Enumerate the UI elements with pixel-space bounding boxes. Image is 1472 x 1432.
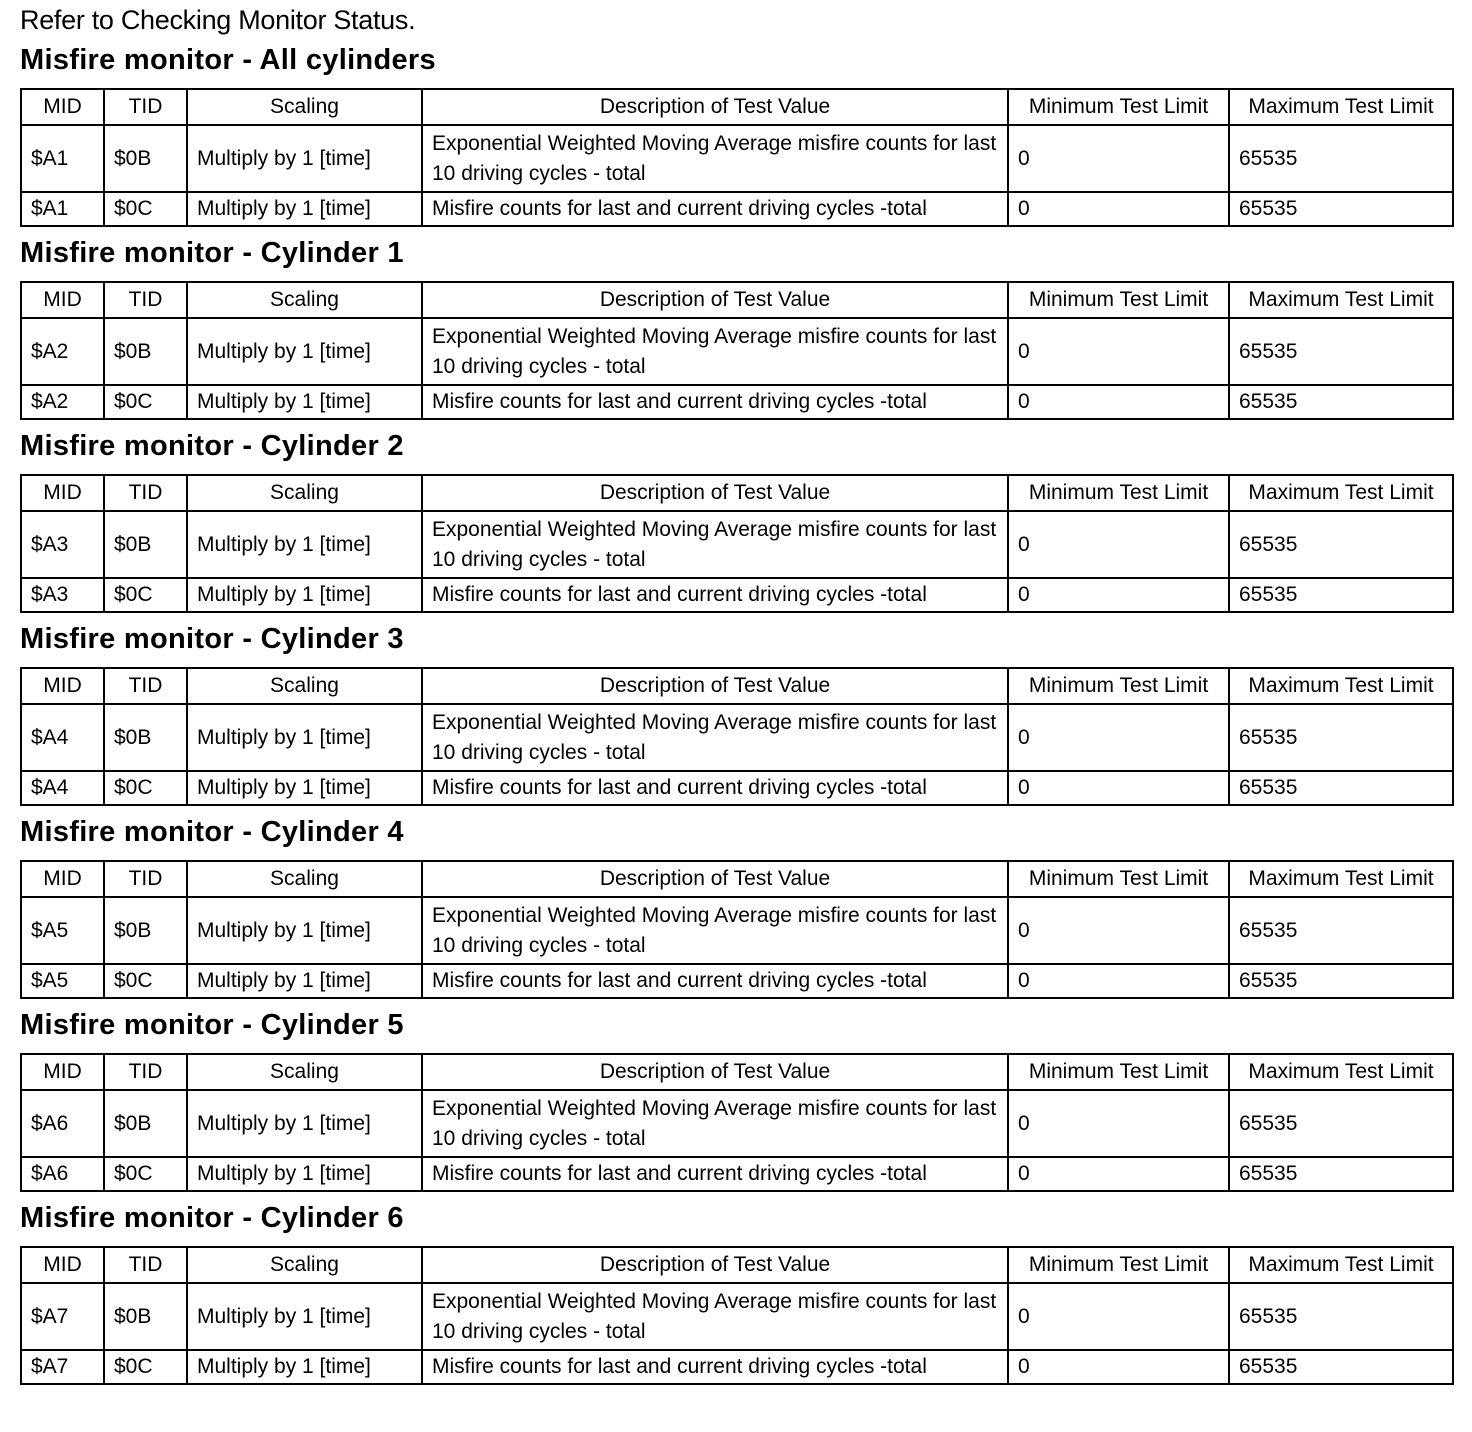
table-row: [21, 897, 1453, 964]
table-cell: 0: [1008, 578, 1229, 612]
column-header: TID: [104, 668, 187, 704]
table-cell: $0B: [104, 318, 187, 385]
table-cell: 0: [1008, 385, 1229, 419]
column-header: MID: [21, 668, 104, 704]
table-cell: $A6: [21, 1090, 104, 1157]
column-header: Description of Test Value: [422, 1054, 1008, 1090]
table-cell: $0B: [104, 511, 187, 578]
section-block: [20, 1198, 1452, 1385]
table-cell: $A2: [21, 385, 104, 419]
section-block: [20, 233, 1452, 420]
table-header-row: [21, 668, 1453, 704]
table-cell: Exponential Weighted Moving Average misfire counts for last 10 driving cycles - total: [422, 1090, 1008, 1157]
table-cell: Misfire counts for last and current driving cycles -total: [422, 578, 1008, 612]
table-cell: 65535: [1229, 704, 1453, 771]
column-header: Scaling: [187, 89, 422, 125]
table-cell: 65535: [1229, 1350, 1453, 1384]
table-cell: $0C: [104, 385, 187, 419]
table-row: [21, 318, 1453, 385]
column-header: Maximum Test Limit: [1229, 1247, 1453, 1283]
table-cell: 0: [1008, 1090, 1229, 1157]
column-header: MID: [21, 861, 104, 897]
table-header-row: [21, 282, 1453, 318]
table-cell: Multiply by 1 [time]: [187, 771, 422, 805]
table-cell: $0C: [104, 964, 187, 998]
table-row: [21, 511, 1453, 578]
column-header: MID: [21, 282, 104, 318]
table-cell: $A5: [21, 964, 104, 998]
table-row: [21, 1283, 1453, 1350]
column-header: Description of Test Value: [422, 475, 1008, 511]
table-cell: 0: [1008, 1157, 1229, 1191]
table-cell: Exponential Weighted Moving Average misfire counts for last 10 driving cycles - total: [422, 897, 1008, 964]
column-header: Description of Test Value: [422, 89, 1008, 125]
table-cell: 0: [1008, 318, 1229, 385]
column-header: Description of Test Value: [422, 282, 1008, 318]
table-cell: 0: [1008, 125, 1229, 192]
table-cell: Misfire counts for last and current driving cycles -total: [422, 385, 1008, 419]
table-row: [21, 192, 1453, 226]
column-header: Scaling: [187, 861, 422, 897]
table-header-row: [21, 1247, 1453, 1283]
column-header: MID: [21, 1054, 104, 1090]
column-header: TID: [104, 1247, 187, 1283]
table-cell: $A4: [21, 704, 104, 771]
table-cell: 65535: [1229, 964, 1453, 998]
table-cell: $0B: [104, 1090, 187, 1157]
table-cell: $A5: [21, 897, 104, 964]
column-header: Minimum Test Limit: [1008, 1054, 1229, 1090]
column-header: Scaling: [187, 1247, 422, 1283]
test-limit-table: [20, 1053, 1454, 1192]
section-block: [20, 426, 1452, 613]
section-block: [20, 619, 1452, 806]
table-row: [21, 1090, 1453, 1157]
section-title: Misfire monitor - Cylinder 4: [20, 816, 404, 848]
table-row: [21, 1350, 1453, 1384]
table-cell: 0: [1008, 1350, 1229, 1384]
table-cell: Multiply by 1 [time]: [187, 192, 422, 226]
section-title: Misfire monitor - All cylinders: [20, 44, 436, 76]
column-header: Maximum Test Limit: [1229, 861, 1453, 897]
table-cell: Multiply by 1 [time]: [187, 578, 422, 612]
table-cell: 0: [1008, 511, 1229, 578]
column-header: Minimum Test Limit: [1008, 861, 1229, 897]
table-cell: $A2: [21, 318, 104, 385]
column-header: MID: [21, 475, 104, 511]
table-row: [21, 964, 1453, 998]
table-cell: $A1: [21, 125, 104, 192]
column-header: Minimum Test Limit: [1008, 1247, 1229, 1283]
column-header: TID: [104, 1054, 187, 1090]
column-header: Minimum Test Limit: [1008, 475, 1229, 511]
table-cell: 65535: [1229, 385, 1453, 419]
table-cell: 0: [1008, 964, 1229, 998]
column-header: Scaling: [187, 282, 422, 318]
table-cell: Multiply by 1 [time]: [187, 1157, 422, 1191]
column-header: TID: [104, 89, 187, 125]
table-cell: 0: [1008, 192, 1229, 226]
table-cell: Misfire counts for last and current driving cycles -total: [422, 192, 1008, 226]
column-header: Maximum Test Limit: [1229, 668, 1453, 704]
table-cell: Misfire counts for last and current driving cycles -total: [422, 1157, 1008, 1191]
table-cell: $0B: [104, 1283, 187, 1350]
column-header: TID: [104, 861, 187, 897]
column-header: Description of Test Value: [422, 1247, 1008, 1283]
column-header: Maximum Test Limit: [1229, 1054, 1453, 1090]
table-cell: $A4: [21, 771, 104, 805]
table-cell: Multiply by 1 [time]: [187, 385, 422, 419]
table-cell: 65535: [1229, 192, 1453, 226]
table-cell: $A7: [21, 1350, 104, 1384]
section-title: Misfire monitor - Cylinder 1: [20, 237, 404, 269]
test-limit-table: [20, 88, 1454, 227]
section-block: [20, 1005, 1452, 1192]
column-header: Scaling: [187, 1054, 422, 1090]
table-header-row: [21, 861, 1453, 897]
table-cell: Misfire counts for last and current driving cycles -total: [422, 964, 1008, 998]
table-cell: $0B: [104, 704, 187, 771]
table-cell: Exponential Weighted Moving Average misfire counts for last 10 driving cycles - total: [422, 125, 1008, 192]
section-title: Misfire monitor - Cylinder 6: [20, 1202, 404, 1234]
table-cell: Multiply by 1 [time]: [187, 1350, 422, 1384]
table-cell: 0: [1008, 1283, 1229, 1350]
column-header: TID: [104, 282, 187, 318]
table-cell: $0B: [104, 897, 187, 964]
column-header: Maximum Test Limit: [1229, 89, 1453, 125]
table-cell: $0C: [104, 578, 187, 612]
column-header: Description of Test Value: [422, 861, 1008, 897]
column-header: Maximum Test Limit: [1229, 282, 1453, 318]
table-cell: 65535: [1229, 771, 1453, 805]
sections-container: [20, 40, 1452, 1385]
column-header: Scaling: [187, 668, 422, 704]
section-title: Misfire monitor - Cylinder 3: [20, 623, 404, 655]
table-cell: Misfire counts for last and current driving cycles -total: [422, 1350, 1008, 1384]
table-header-row: [21, 89, 1453, 125]
table-cell: $0C: [104, 1157, 187, 1191]
test-limit-table: [20, 1246, 1454, 1385]
table-cell: $A6: [21, 1157, 104, 1191]
test-limit-table: [20, 281, 1454, 420]
section-block: [20, 40, 1452, 227]
table-cell: $0C: [104, 1350, 187, 1384]
table-cell: 65535: [1229, 1283, 1453, 1350]
table-cell: 65535: [1229, 1157, 1453, 1191]
table-cell: Misfire counts for last and current driving cycles -total: [422, 771, 1008, 805]
column-header: Minimum Test Limit: [1008, 89, 1229, 125]
table-cell: $A1: [21, 192, 104, 226]
table-cell: 0: [1008, 771, 1229, 805]
column-header: Minimum Test Limit: [1008, 668, 1229, 704]
column-header: MID: [21, 89, 104, 125]
table-cell: Multiply by 1 [time]: [187, 1283, 422, 1350]
table-row: [21, 704, 1453, 771]
column-header: MID: [21, 1247, 104, 1283]
table-cell: $A7: [21, 1283, 104, 1350]
table-cell: $0C: [104, 192, 187, 226]
section-title: Misfire monitor - Cylinder 2: [20, 430, 404, 462]
column-header: Description of Test Value: [422, 668, 1008, 704]
table-cell: Exponential Weighted Moving Average misfire counts for last 10 driving cycles - total: [422, 1283, 1008, 1350]
table-row: [21, 125, 1453, 192]
table-cell: $0B: [104, 125, 187, 192]
table-cell: Multiply by 1 [time]: [187, 1090, 422, 1157]
table-cell: 0: [1008, 897, 1229, 964]
test-limit-table: [20, 474, 1454, 613]
test-limit-table: [20, 667, 1454, 806]
table-cell: Multiply by 1 [time]: [187, 964, 422, 998]
table-cell: Multiply by 1 [time]: [187, 897, 422, 964]
table-cell: Multiply by 1 [time]: [187, 511, 422, 578]
table-cell: 0: [1008, 704, 1229, 771]
table-cell: Multiply by 1 [time]: [187, 318, 422, 385]
table-cell: 65535: [1229, 578, 1453, 612]
table-row: [21, 771, 1453, 805]
column-header: TID: [104, 475, 187, 511]
table-cell: 65535: [1229, 1090, 1453, 1157]
section-title: Misfire monitor - Cylinder 5: [20, 1009, 404, 1041]
table-cell: Exponential Weighted Moving Average misfire counts for last 10 driving cycles - total: [422, 704, 1008, 771]
table-row: [21, 385, 1453, 419]
column-header: Maximum Test Limit: [1229, 475, 1453, 511]
table-cell: Multiply by 1 [time]: [187, 704, 422, 771]
table-cell: $A3: [21, 511, 104, 578]
table-cell: Exponential Weighted Moving Average misfire counts for last 10 driving cycles - total: [422, 511, 1008, 578]
table-cell: 65535: [1229, 511, 1453, 578]
table-cell: 65535: [1229, 318, 1453, 385]
table-cell: 65535: [1229, 897, 1453, 964]
column-header: Scaling: [187, 475, 422, 511]
table-cell: $0C: [104, 771, 187, 805]
table-header-row: [21, 1054, 1453, 1090]
test-limit-table: [20, 860, 1454, 999]
intro-text: Refer to Checking Monitor Status.: [20, 5, 416, 35]
table-cell: 65535: [1229, 125, 1453, 192]
table-header-row: [21, 475, 1453, 511]
column-header: Minimum Test Limit: [1008, 282, 1229, 318]
table-row: [21, 578, 1453, 612]
table-cell: $A3: [21, 578, 104, 612]
table-cell: Multiply by 1 [time]: [187, 125, 422, 192]
section-block: [20, 812, 1452, 999]
table-row: [21, 1157, 1453, 1191]
table-cell: Exponential Weighted Moving Average misfire counts for last 10 driving cycles - total: [422, 318, 1008, 385]
